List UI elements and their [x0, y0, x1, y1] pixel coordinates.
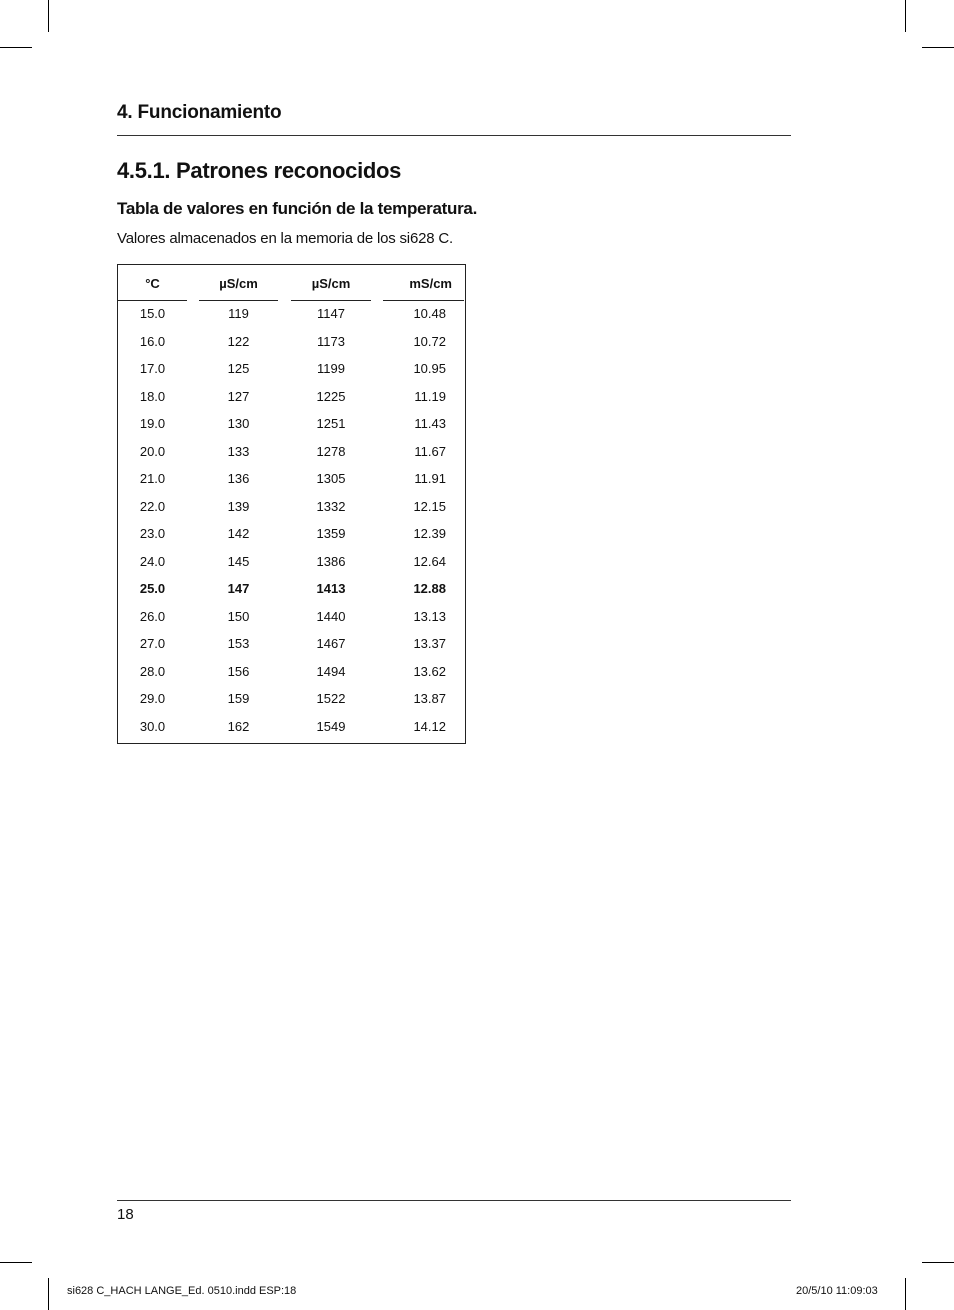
- table-cell: 10.95: [413, 361, 446, 376]
- table-cell: 150: [227, 608, 250, 624]
- table-row: [118, 439, 465, 467]
- table-cell: 1332: [316, 498, 346, 514]
- table-cell: 24.0: [139, 553, 166, 569]
- table-cell: 11.91: [414, 471, 446, 486]
- table-cell: 12.15: [413, 498, 446, 514]
- table-cell: 1305: [316, 471, 346, 486]
- crop-mark: [922, 1262, 954, 1263]
- table-row: [118, 411, 465, 439]
- table-cell: 1494: [316, 663, 346, 679]
- table-row: [118, 301, 465, 329]
- column-header-temperature: °C: [118, 274, 187, 301]
- table-cell: 130: [227, 416, 250, 431]
- crop-mark: [905, 0, 906, 32]
- table-cell: 162: [227, 718, 250, 734]
- table-cell: 122: [227, 333, 250, 349]
- table-cell: 125: [227, 361, 250, 376]
- table-cell: 11.19: [414, 388, 446, 404]
- table-cell: 20.0: [139, 443, 166, 459]
- table-body: [118, 301, 465, 741]
- table-cell: 13.13: [413, 608, 446, 624]
- table-cell: 28.0: [139, 663, 166, 679]
- column-header-us-cm-low: µS/cm: [199, 274, 278, 301]
- table-row: [118, 686, 465, 714]
- table-cell: 10.72: [413, 333, 446, 349]
- table-cell: 13.62: [413, 663, 446, 679]
- table-cell: 139: [227, 498, 250, 514]
- table-cell: 23.0: [139, 526, 166, 541]
- page-number: 18: [117, 1206, 134, 1223]
- table-cell: 1251: [316, 416, 346, 431]
- table-cell: 17.0: [139, 361, 166, 376]
- table-cell: 136: [227, 471, 250, 486]
- table-cell: 16.0: [139, 333, 166, 349]
- table-cell: 1199: [317, 361, 345, 376]
- table-row: [118, 714, 465, 742]
- table-cell: 142: [227, 526, 250, 541]
- table-row: [118, 659, 465, 687]
- table-cell: 27.0: [139, 636, 166, 651]
- print-slug-date: 20/5/10 11:09:03: [796, 1285, 878, 1297]
- table-cell: 119: [228, 306, 249, 321]
- table-cell: 12.39: [413, 526, 446, 541]
- table-cell: 1522: [316, 691, 346, 706]
- table-cell: 1225: [316, 388, 346, 404]
- table-cell: 13.37: [413, 636, 446, 651]
- table-cell: 19.0: [139, 416, 166, 431]
- column-header-us-cm-high: µS/cm: [291, 274, 371, 301]
- table-cell: 127: [227, 388, 250, 404]
- table-cell: 29.0: [139, 691, 166, 706]
- table-cell: 1359: [316, 526, 346, 541]
- crop-mark: [0, 1262, 32, 1263]
- table-cell: 11.43: [414, 416, 446, 431]
- table-cell: 21.0: [139, 471, 166, 486]
- table-row: [118, 604, 465, 632]
- table-cell: 11.67: [414, 443, 446, 459]
- table-cell: 30.0: [139, 718, 166, 734]
- header-divider: [117, 135, 791, 136]
- crop-mark: [0, 47, 32, 48]
- table-cell: 159: [227, 691, 250, 706]
- column-header-ms-cm: mS/cm: [383, 274, 464, 301]
- print-slug-file: si628 C_HACH LANGE_Ed. 0510.indd ESP:18: [67, 1285, 297, 1297]
- table-row: [118, 466, 465, 494]
- table-row: [118, 384, 465, 412]
- crop-mark: [905, 1278, 906, 1310]
- table-cell: 1173: [317, 333, 345, 349]
- table-cell: 145: [227, 553, 250, 569]
- crop-mark: [48, 0, 49, 32]
- table-cell: 12.64: [413, 553, 446, 569]
- table-cell: 133: [227, 443, 250, 459]
- table-row: [118, 549, 465, 577]
- subsection-title: 4.5.1. Patrones reconocidos: [117, 158, 402, 183]
- table-cell: 15.0: [139, 306, 166, 321]
- table-row: [118, 631, 465, 659]
- table-cell: 1278: [316, 443, 346, 459]
- table-cell: 147: [227, 581, 250, 596]
- table-cell: 12.88: [413, 581, 446, 596]
- table-cell: 26.0: [139, 608, 166, 624]
- crop-mark: [48, 1278, 49, 1310]
- section-header: 4. Funcionamiento: [117, 102, 282, 123]
- table-cell: 1467: [316, 636, 346, 651]
- table-row: [118, 494, 465, 522]
- table-cell: 18.0: [139, 388, 166, 404]
- table-cell: 153: [227, 636, 250, 651]
- calibration-table: [117, 264, 466, 744]
- table-cell: 156: [227, 663, 250, 679]
- table-description: Valores almacenados en la memoria de los si628 C.: [117, 230, 453, 247]
- table-cell: 1413: [316, 581, 346, 596]
- table-cell: 1549: [316, 718, 346, 734]
- table-title: Tabla de valores en función de la temperatura.: [117, 199, 477, 218]
- crop-mark: [922, 47, 954, 48]
- table-cell: 22.0: [139, 498, 166, 514]
- table-cell: 1386: [316, 553, 346, 569]
- table-cell: 13.87: [413, 691, 446, 706]
- table-cell: 1440: [316, 608, 346, 624]
- footer-divider: [117, 1200, 791, 1201]
- table-cell: 10.48: [413, 306, 446, 321]
- table-row: [118, 356, 465, 384]
- table-row: [118, 329, 465, 357]
- table-row: [118, 576, 465, 604]
- table-cell: 14.12: [413, 718, 446, 734]
- table-row: [118, 521, 465, 549]
- table-cell: 1147: [317, 306, 345, 321]
- table-cell: 25.0: [139, 581, 166, 596]
